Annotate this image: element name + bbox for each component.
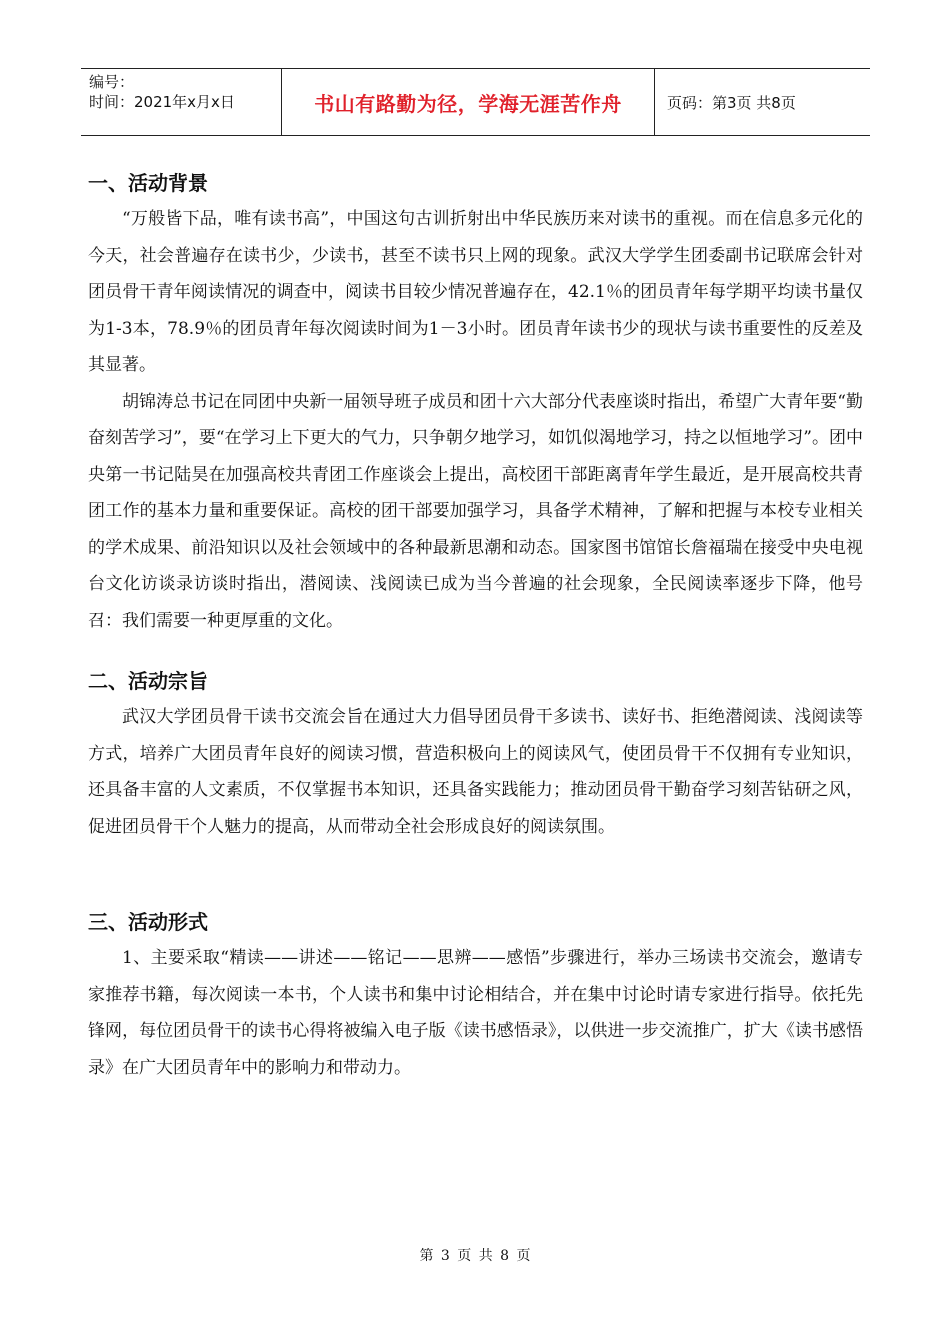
header-page-info: 页码：第3页 共8页 xyxy=(667,93,796,112)
section-format xyxy=(88,904,863,1086)
document-date: 时间：2021年x月x日 xyxy=(89,93,235,111)
section-heading: 一、活动背景 xyxy=(88,171,208,195)
document-number-label: 编号： xyxy=(89,73,135,91)
header-meta-cell xyxy=(81,69,282,135)
section-purpose xyxy=(88,663,863,845)
paragraph: 1、主要采取“精读——讲述——铭记——思辨——感悟”步骤进行，举办三场读书交流会，邀请专家推荐书籍，每次阅读一本书，个人读书和集中讨论相结合，并在集中讨论时请专家进行指导。依托先锋网，每位团员骨干的读书心得将被编入电子版《读书感悟录》，以供进一步交流推广，扩大《读书感悟录》在广大团员青年中的影响力和带动力。 xyxy=(88,948,863,1078)
header-motto: 书山有路勤为径，学海无涯苦作舟 xyxy=(282,69,655,135)
paragraph: 胡锦涛总书记在同团中央新一届领导班子成员和团十六大部分代表座谈时指出，希望广大青年要“勤奋刻苦学习”，要“在学习上下更大的气力，只争朝夕地学习，如饥似渴地学习，持之以恒地学习”。团中央第一书记陆昊在加强高校共青团工作座谈会上提出，高校团干部距离青年学生最近，是开展高校共青团工作的基本力量和重要保证。高校的团干部要加强学习，具备学术精神，了解和把握与本校专业相关的学术成果、前沿知识以及社会领域中的各种最新思潮和动态。国家图书馆馆长詹福瑞在接受中央电视台文化访谈录访谈时指出，潜阅读、浅阅读已成为当今普遍的社会现象，全民阅读率逐步下降，他号召：我们需要一种更厚重的文化。 xyxy=(88,391,863,631)
section-heading: 二、活动宗旨 xyxy=(88,669,208,693)
paragraph: “万般皆下品，唯有读书高”，中国这句古训折射出中华民族历来对读书的重视。而在信息多元化的今天，社会普遍存在读书少，少读书，甚至不读书只上网的现象。武汉大学学生团委副书记联席会针对团员骨干青年阅读情况的调查中，阅读书目较少情况普遍存在，42.1％的团员青年每学期平均读书量仅为1-3本，78.9％的团员青年每次阅读时间为1－3小时。团员青年读书少的现状与读书重要性的反差及其显著。 xyxy=(88,209,863,375)
section-background xyxy=(88,165,863,639)
header-table xyxy=(81,68,870,136)
section-heading: 三、活动形式 xyxy=(88,910,208,934)
paragraph: 武汉大学团员骨干读书交流会旨在通过大力倡导团员骨干多读书、读好书、拒绝潜阅读、浅阅读等方式，培养广大团员青年良好的阅读习惯，营造积极向上的阅读风气，使团员骨干不仅拥有专业知识，还具备丰富的人文素质，不仅掌握书本知识，还具备实践能力；推动团员骨干勤奋学习刻苦钻研之风，促进团员骨干个人魅力的提高，从而带动全社会形成良好的阅读氛围。 xyxy=(88,707,863,837)
document-body xyxy=(88,165,863,1086)
page-footer: 第 3 页 共 8 页 xyxy=(419,1248,531,1264)
